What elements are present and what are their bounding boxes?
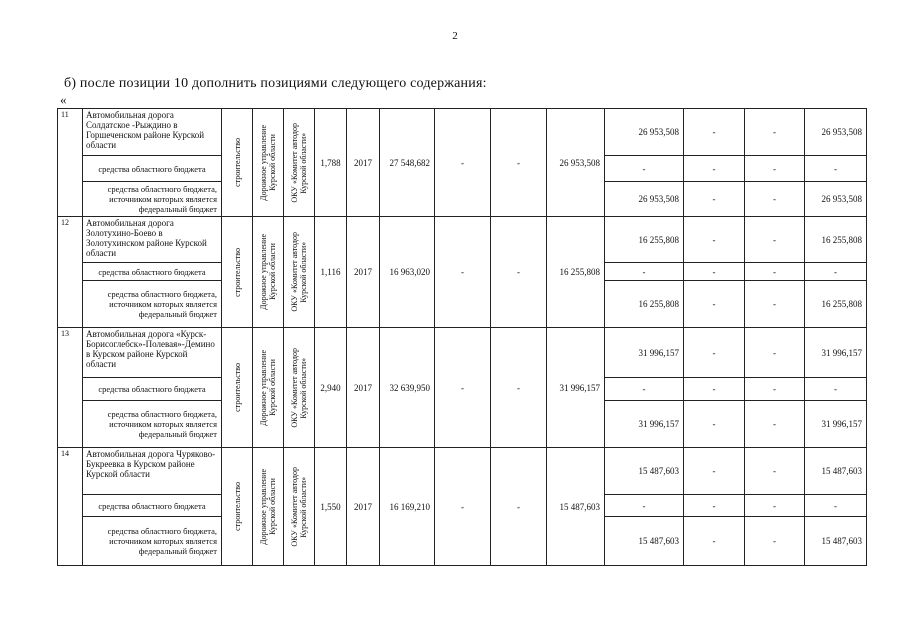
source-federal-label: средства областного бюджета, источником которых является федеральный бюджет <box>83 281 222 328</box>
total-value: - <box>745 328 805 378</box>
total-value: - <box>745 448 805 495</box>
regional-value: - <box>684 156 745 182</box>
position-number: 13 <box>58 328 83 448</box>
position-number: 14 <box>58 448 83 566</box>
remaining-cost: 16 255,808 <box>547 217 605 328</box>
contractor <box>284 328 315 448</box>
regional-value: - <box>805 263 867 281</box>
year: 2017 <box>347 448 380 566</box>
intro-text: б) после позиции 10 дополнить позициями следующего содержания: <box>64 76 487 91</box>
federal-value: - <box>745 517 805 566</box>
customer <box>253 109 284 217</box>
total-value: 15 487,603 <box>805 448 867 495</box>
dash-value: - <box>435 328 491 448</box>
object-name: Автомобильная дорога Солдатское -Рыждино в Горшеченском районе Курской области <box>83 109 222 156</box>
total-value: 16 255,808 <box>805 217 867 263</box>
remaining-cost: 31 996,157 <box>547 328 605 448</box>
year: 2017 <box>347 328 380 448</box>
customer-text: Дорожное управление Курской области <box>259 124 277 201</box>
regional-value: - <box>745 263 805 281</box>
object-name: Автомобильная дорога Золотухино-Боево в Золотухинском районе Курской области <box>83 217 222 263</box>
length-km: 1,550 <box>315 448 347 566</box>
work-type <box>222 448 253 566</box>
contractor-text: ОКУ «Комитет автодор Курской области» <box>290 122 308 203</box>
customer <box>253 448 284 566</box>
customer-text: Дорожное управление Курской области <box>259 349 277 426</box>
contractor <box>284 217 315 328</box>
source-federal-label: средства областного бюджета, источником которых является федеральный бюджет <box>83 182 222 217</box>
opening-quote: « <box>60 92 67 107</box>
source-federal-label: средства областного бюджета, источником которых является федеральный бюджет <box>83 401 222 448</box>
estimated-cost: 16 169,210 <box>380 448 435 566</box>
estimated-cost: 32 639,950 <box>380 328 435 448</box>
work-type <box>222 109 253 217</box>
customer <box>253 217 284 328</box>
regional-value: - <box>684 495 745 517</box>
customer <box>253 328 284 448</box>
source-federal-label: средства областного бюджета, источником которых является федеральный бюджет <box>83 517 222 566</box>
federal-value: - <box>745 281 805 328</box>
table-row <box>58 217 867 263</box>
total-value: - <box>684 217 745 263</box>
source-regional-label: средства областного бюджета <box>83 156 222 182</box>
table-row <box>58 328 867 378</box>
work-type-text: строительство <box>232 138 242 187</box>
contractor <box>284 448 315 566</box>
remaining-cost: 26 953,508 <box>547 109 605 217</box>
total-value: 26 953,508 <box>605 109 684 156</box>
work-type <box>222 217 253 328</box>
total-value: - <box>684 448 745 495</box>
total-value: 26 953,508 <box>805 109 867 156</box>
regional-value: - <box>684 263 745 281</box>
federal-value: 15 487,603 <box>805 517 867 566</box>
year: 2017 <box>347 109 380 217</box>
federal-value: 16 255,808 <box>605 281 684 328</box>
page-number: 2 <box>452 30 458 42</box>
total-value: 31 996,157 <box>805 328 867 378</box>
dash-value: - <box>491 328 547 448</box>
federal-value: - <box>745 182 805 217</box>
regional-value: - <box>605 495 684 517</box>
regional-value: - <box>605 378 684 401</box>
regional-value: - <box>745 495 805 517</box>
regional-value: - <box>605 156 684 182</box>
work-type <box>222 328 253 448</box>
estimated-cost: 27 548,682 <box>380 109 435 217</box>
federal-value: 15 487,603 <box>605 517 684 566</box>
regional-value: - <box>745 156 805 182</box>
source-regional-label: средства областного бюджета <box>83 495 222 517</box>
total-value: - <box>745 109 805 156</box>
federal-value: 26 953,508 <box>605 182 684 217</box>
federal-value: 31 996,157 <box>605 401 684 448</box>
work-type-text: строительство <box>232 247 242 297</box>
dash-value: - <box>435 217 491 328</box>
work-type-text: строительство <box>232 363 242 412</box>
dash-value: - <box>435 448 491 566</box>
regional-value: - <box>805 378 867 401</box>
federal-value: - <box>684 182 745 217</box>
dash-value: - <box>491 109 547 217</box>
position-number: 12 <box>58 217 83 328</box>
contractor <box>284 109 315 217</box>
customer-text: Дорожное управление Курской области <box>259 234 277 310</box>
regional-value: - <box>745 378 805 401</box>
source-regional-label: средства областного бюджета <box>83 378 222 401</box>
length-km: 1,116 <box>315 217 347 328</box>
contractor-text: ОКУ «Комитет автодор Курской области» <box>290 466 308 547</box>
total-value: - <box>684 109 745 156</box>
federal-value: - <box>684 401 745 448</box>
regional-value: - <box>684 378 745 401</box>
contractor-text: ОКУ «Комитет автодор Курской области» <box>290 347 308 428</box>
total-value: - <box>745 217 805 263</box>
federal-value: 26 953,508 <box>805 182 867 217</box>
source-regional-label: средства областного бюджета <box>83 263 222 281</box>
total-value: 16 255,808 <box>605 217 684 263</box>
regional-value: - <box>805 156 867 182</box>
work-type-text: строительство <box>232 482 242 531</box>
federal-value: 16 255,808 <box>805 281 867 328</box>
table-row <box>58 448 867 495</box>
positions-table <box>57 108 867 566</box>
position-number: 11 <box>58 109 83 217</box>
year: 2017 <box>347 217 380 328</box>
federal-value: 31 996,157 <box>805 401 867 448</box>
dash-value: - <box>491 448 547 566</box>
remaining-cost: 15 487,603 <box>547 448 605 566</box>
object-name: Автомобильная дорога Чуряково-Букреевка в Курском районе Курской области <box>83 448 222 495</box>
length-km: 2,940 <box>315 328 347 448</box>
customer-text: Дорожное управление Курской области <box>259 468 277 545</box>
object-name: Автомобильная дорога «Курск-Борисоглебск»-Полевая»-Демино в Курском районе Курской области <box>83 328 222 378</box>
federal-value: - <box>745 401 805 448</box>
estimated-cost: 16 963,020 <box>380 217 435 328</box>
dash-value: - <box>435 109 491 217</box>
federal-value: - <box>684 517 745 566</box>
regional-value: - <box>605 263 684 281</box>
total-value: 31 996,157 <box>605 328 684 378</box>
total-value: - <box>684 328 745 378</box>
regional-value: - <box>805 495 867 517</box>
contractor-text: ОКУ «Комитет автодор Курской области» <box>290 232 308 312</box>
dash-value: - <box>491 217 547 328</box>
length-km: 1,788 <box>315 109 347 217</box>
federal-value: - <box>684 281 745 328</box>
total-value: 15 487,603 <box>605 448 684 495</box>
table-row <box>58 109 867 156</box>
